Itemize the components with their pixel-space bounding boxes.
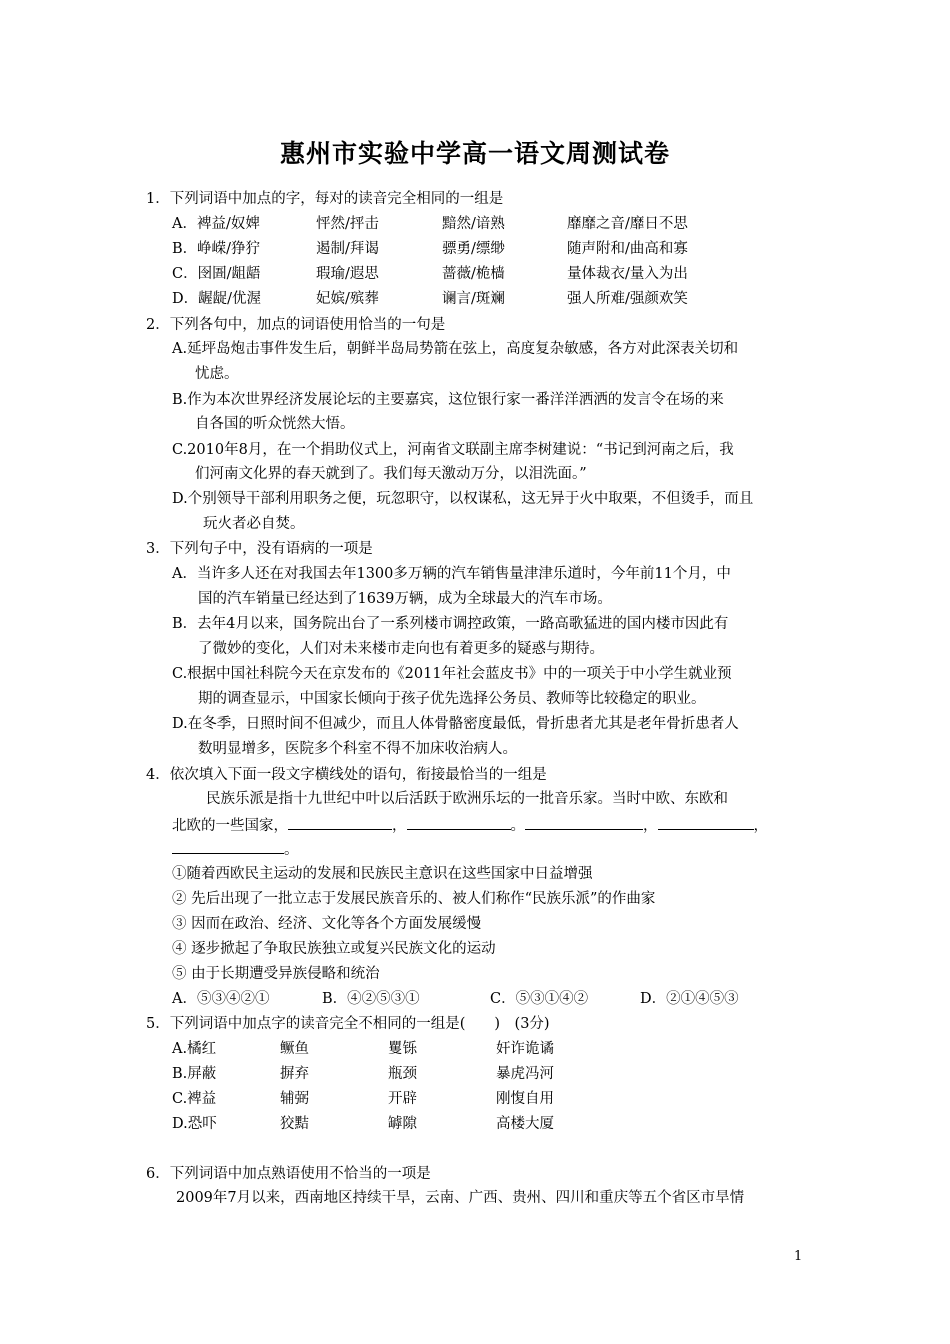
punctuation: ， [392,818,407,834]
option-cell: A．裨益/奴婢 [172,216,260,232]
option-line: B.作为本次世界经济发展论坛的主要嘉宾，这位银行家一番洋洋洒洒的发言令在场的来 [172,392,724,408]
punctuation: ， [753,818,768,834]
option-cell: 刚愎自用 [496,1091,554,1107]
question-stem: 5．下列词语中加点字的读音完全不相同的一组是( ) (3分) [146,1016,550,1032]
answer-blank[interactable] [525,815,643,830]
question-stem: 6．下列词语中加点熟语使用不恰当的一项是 [146,1166,431,1182]
option-cell: 矍铄 [388,1041,417,1057]
passage-line [172,815,768,836]
option-line: A.延坪岛炮击事件发生后，朝鲜半岛局势箭在弦上，高度复杂敏感，各方对此深表关切和 [172,341,739,357]
question-stem: 3．下列句子中，没有语病的一项是 [146,541,373,557]
option-cell: 瓶颈 [388,1066,417,1082]
answer-blank[interactable] [172,839,284,854]
question-stem: 4．依次填入下面一段文字横线处的语句，衔接最恰当的一组是 [146,767,547,783]
passage-text: 北欧的一些国家， [172,818,288,834]
option-cell: 狡黠 [280,1116,309,1132]
option-cell: B.屏蔽 [172,1066,217,1082]
option-cell: C.裨益 [172,1091,217,1107]
question-stem: 1．下列词语中加点的字，每对的读音完全相同的一组是 [146,191,504,207]
answer-option: C．⑤③①④② [490,991,589,1007]
option-cell: A.橘红 [172,1041,217,1057]
choice-item: ③ 因而在政治、经济、文化等各个方面发展缓慢 [172,916,482,932]
option-line: D.个别领导干部利用职务之便，玩忽职守，以权谋私，这无异于火中取栗，不但烫手，而且 [172,491,754,507]
choice-item: ④ 逐步掀起了争取民族独立或复兴民族文化的运动 [172,941,496,957]
option-cell: 怦然/抨击 [316,216,379,232]
option-line: 自各国的听众恍然大悟。 [195,416,355,432]
option-line: C.2010年8月，在一个捐助仪式上，河南省文联副主席李树建说：“书记到河南之后，我 [172,442,734,458]
answer-option: D．②①④⑤③ [640,991,739,1007]
punctuation: ， [643,818,658,834]
answer-blank[interactable] [288,815,392,830]
option-cell: 蔷薇/桅樯 [442,266,505,282]
passage-line: 民族乐派是指十九世纪中叶以后活跃于欧洲乐坛的一批音乐家。当时中欧、东欧和 [206,791,728,807]
option-cell: D．龌龊/优渥 [172,291,262,307]
option-cell: 量体裁衣/量入为出 [567,266,688,282]
option-line: 数明显增多，医院多个科室不得不加床收治病人。 [198,741,517,757]
punctuation: 。 [284,842,299,858]
option-line: C.根据中国社科院今天在京发布的《2011年社会蓝皮书》中的一项关于中小学生就业预 [172,666,732,682]
option-cell: 罅隙 [388,1116,417,1132]
option-cell: 黯然/谙熟 [442,216,505,232]
option-line: 了微妙的变化，人们对未来楼市走向也有着更多的疑惑与期待。 [198,641,604,657]
page-title: 惠州市实验中学高一语文周测试卷 [279,139,670,168]
page-number: 1 [794,1249,803,1264]
option-cell: 妃嫔/殡葬 [316,291,379,307]
option-cell: D.恐吓 [172,1116,217,1132]
option-line: D.在冬季，日照时间不但减少，而且人体骨骼密度最低，骨折患者尤其是老年骨折患者人 [172,716,739,732]
choice-item: ⑤ 由于长期遭受异族侵略和统治 [172,966,380,982]
option-cell: 暴虎冯河 [496,1066,554,1082]
passage-line: 2009年7月以来，西南地区持续干旱，云南、广西、贵州、四川和重庆等五个省区市旱情 [176,1190,745,1206]
answer-option: B．④②⑤③① [322,991,420,1007]
option-line: 期的调查显示，中国家长倾向于孩子优先选择公务员、教师等比较稳定的职业。 [198,691,706,707]
option-cell: 奸诈诡谲 [496,1041,554,1057]
option-line: 国的汽车销量已经达到了1639万辆，成为全球最大的汽车市场。 [198,591,612,607]
option-cell: 强人所难/强颜欢笑 [567,291,688,307]
option-cell: 摒弃 [280,1066,309,1082]
question-stem: 2．下列各句中，加点的词语使用恰当的一句是 [146,317,446,333]
option-cell: 瑕瑜/遐思 [316,266,379,282]
option-cell: 谰言/斑斓 [442,291,505,307]
option-cell: 骠勇/缥缈 [442,241,505,257]
choice-item: ①随着西欧民主运动的发展和民族民主意识在这些国家中日益增强 [172,866,593,882]
option-line: 忧虑。 [195,366,239,382]
option-cell: 辅弼 [280,1091,309,1107]
option-cell: C．囹圄/龃龉 [172,266,261,282]
option-line: 们河南文化界的春天就到了。我们每天激动万分，以泪洗面。” [195,466,587,482]
option-cell: 鳜鱼 [280,1041,309,1057]
answer-blank[interactable] [658,815,754,830]
punctuation: 。 [510,818,525,834]
option-cell: 遏制/拜谒 [316,241,379,257]
option-cell: 靡靡之音/靡日不思 [567,216,688,232]
option-cell: B．峥嵘/狰狞 [172,241,261,257]
option-line: B．去年4月以来，国务院出台了一系列楼市调控政策，一路高歌猛进的国内楼市因此有 [172,616,729,632]
option-cell: 随声附和/曲高和寡 [567,241,688,257]
choice-item: ② 先后出现了一批立志于发展民族音乐的、被人们称作“民族乐派”的作曲家 [172,891,656,907]
answer-blank[interactable] [407,815,511,830]
option-cell: 开辟 [388,1091,417,1107]
option-cell: 高楼大厦 [496,1116,554,1132]
option-line: 玩火者必自焚。 [203,516,305,532]
option-line: A．当许多人还在对我国去年1300多万辆的汽车销售量津津乐道时，今年前11个月，中 [172,566,731,582]
answer-option: A．⑤③④②① [172,991,270,1007]
passage-line [172,839,299,860]
